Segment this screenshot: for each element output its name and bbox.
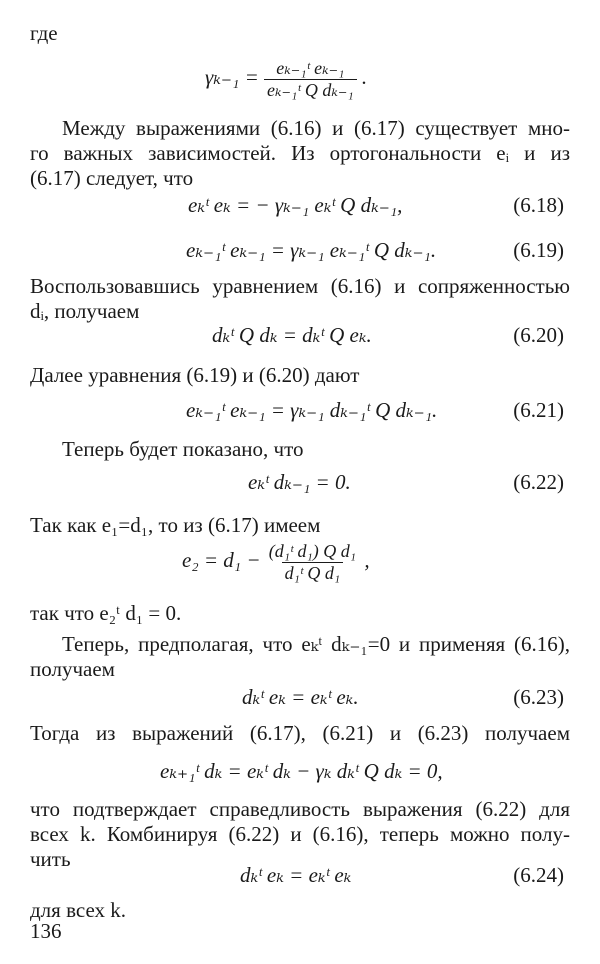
- text-line: Так как e₁=d₁, то из (6.17) имеем: [30, 513, 321, 537]
- text-line: Далее уравнения (6.19) и (6.20) дают: [30, 363, 360, 387]
- text-line: Между выражениями (6.16) и (6.17) существует мно-: [62, 116, 570, 140]
- text-line: чить: [30, 847, 71, 871]
- text-line: (6.17) следует, что: [30, 166, 194, 190]
- text-line: Воспользовавшись уравнением (6.16) и сопряженностью: [30, 274, 570, 298]
- equation-number: (6.18): [513, 193, 564, 217]
- equation-expression: dₖᵗ Q dₖ = dₖᵗ Q eₖ.: [212, 323, 372, 347]
- fraction-numerator: eₖ₋₁ᵗ eₖ₋₁: [276, 58, 345, 78]
- equation-lhs: γₖ₋₁ =: [205, 65, 259, 89]
- text-line: го важных зависимостей. Из ортогональности eᵢ и из: [30, 141, 570, 165]
- equation-tail: .: [361, 65, 368, 89]
- text-line: Тогда из выражений (6.17), (6.21) и (6.23) получаем: [30, 721, 570, 745]
- page-number: 136: [30, 919, 62, 943]
- equation-tail: ,: [364, 548, 370, 572]
- equation-expression: eₖᵗ dₖ₋₁ = 0.: [248, 470, 351, 494]
- text-line: где: [30, 21, 58, 45]
- text-line: получаем: [30, 657, 115, 681]
- equation-number: (6.22): [513, 470, 564, 494]
- fraction-denominator: d₁ᵗ Q d₁: [282, 562, 344, 584]
- text-line: всех k. Комбинируя (6.22) и (6.16), теперь можно полу-: [30, 822, 570, 846]
- equation-number: (6.24): [513, 863, 564, 887]
- equation-number: (6.23): [513, 685, 564, 709]
- equation-expression: eₖ₋₁ᵗ eₖ₋₁ = γₖ₋₁ eₖ₋₁ᵗ Q dₖ₋₁.: [186, 238, 437, 262]
- equation-expression: dₖᵗ eₖ = eₖᵗ eₖ: [240, 863, 352, 887]
- text-line: что подтверждает справедливость выражения (6.22) для: [30, 797, 570, 821]
- equation-expression: eₖ₋₁ᵗ eₖ₋₁ = γₖ₋₁ dₖ₋₁ᵗ Q dₖ₋₁.: [186, 398, 438, 422]
- fraction: [266, 541, 359, 583]
- text-line: dᵢ, получаем: [30, 299, 140, 323]
- text-line: Теперь, предполагая, что eₖᵗ dₖ₋₁=0 и применяя (6.16),: [62, 632, 570, 656]
- equation-number: (6.20): [513, 323, 564, 347]
- equation-expression: eₖ₊₁ᵗ dₖ = eₖᵗ dₖ − γₖ dₖᵗ Q dₖ = 0,: [160, 759, 443, 783]
- text-line: Теперь будет показано, что: [62, 437, 304, 461]
- text-line: для всех k.: [30, 898, 126, 922]
- fraction-denominator: eₖ₋₁ᵗ Q dₖ₋₁: [264, 79, 357, 101]
- text-line: так что e₂ᵗ d₁ = 0.: [30, 601, 182, 625]
- equation-expression: eₖᵗ eₖ = − γₖ₋₁ eₖᵗ Q dₖ₋₁,: [188, 193, 403, 217]
- equation-lhs: e₂ = d₁ −: [182, 548, 261, 572]
- equation-number: (6.19): [513, 238, 564, 262]
- equation-number: (6.21): [513, 398, 564, 422]
- fraction-numerator: (d₁ᵗ d₁) Q d₁: [268, 541, 357, 561]
- equation-expression: dₖᵗ eₖ = eₖᵗ eₖ.: [242, 685, 359, 709]
- fraction: [264, 58, 357, 100]
